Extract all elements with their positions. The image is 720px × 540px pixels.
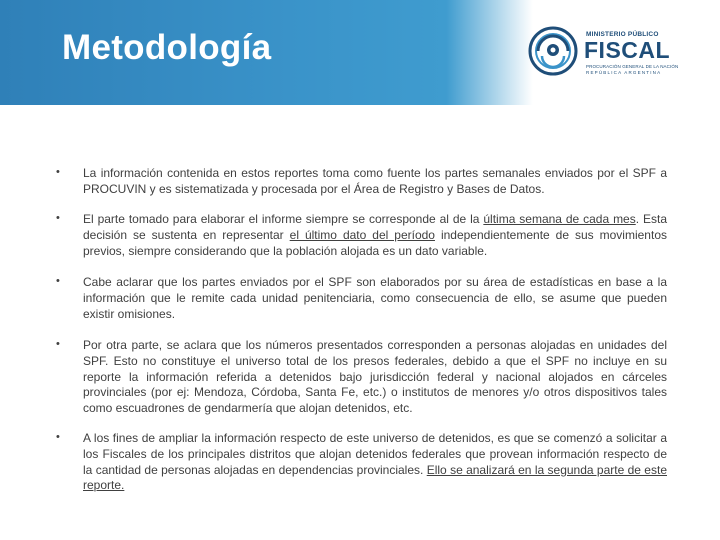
text-segment: independientemente de sus movimientos previos, siempre considerando que la población alojada es un dato variable. xyxy=(83,227,667,258)
logo-procuracion: PROCURACIÓN GENERAL DE LA NACIÓN xyxy=(586,64,679,69)
page-title: Metodología xyxy=(62,28,272,67)
underlined-text: última semana de cada mes xyxy=(483,212,636,226)
text-segment: El parte tomado para elaborar el informe siempre se corresponde al de la xyxy=(83,212,484,226)
bullet-text xyxy=(83,212,667,259)
bullet-icon: • xyxy=(56,338,60,350)
bullet-text: La información contenida en estos reportes toma como fuente los partes semanales enviados por el SPF a PROCUVIN y es sistematizada y procesada por el Área de Registro y Bases de Datos. xyxy=(83,166,667,196)
text-segment: . Esta decisión se sustenta en representar xyxy=(83,212,667,242)
bullet-text: Por otra parte, se aclara que los números presentados corresponden a personas alojadas en unidades del SPF. Esto no constituye el universo total de los presos federales, debido a que el SPF no incluye en su reporte la información referida a detenidos bajo jurisdicción federal y nacional alojados en cárceles provinciales (por ej: Mendoza, Córdoba, Santa Fe, etc.) o institutos de menores y/o otros dispositivos tales como escuadrones de gendarmería que alojan detenidos, etc. xyxy=(83,338,667,416)
bullet-icon: • xyxy=(56,166,60,178)
bullet-icon: • xyxy=(56,212,60,224)
fiscal-emblem-icon xyxy=(528,26,578,76)
underlined-text: el último dato del período xyxy=(289,227,435,242)
logo-ministerio-publico: MINISTERIO PÚBLICO xyxy=(586,31,659,38)
logo-republica: REPÚBLICA ARGENTINA xyxy=(586,70,662,75)
bullet-icon: • xyxy=(56,431,60,443)
fiscal-logo xyxy=(528,26,679,80)
bullet-text xyxy=(83,431,667,494)
bullet-icon: • xyxy=(56,275,60,287)
text-segment: A los fines de ampliar la información respecto de este universo de detenidos, es que se comenzó a solicitar a los Fiscales de los principales distritos que alojan detenidos federales que provean información respecto de la cantidad de personas alojadas en dependencias provinciales. xyxy=(83,431,667,477)
underlined-text: Ello se analizará en la segunda parte de este reporte. xyxy=(83,462,667,493)
bullet-text: Cabe aclarar que los partes enviados por el SPF son elaborados por su área de estadísticas en base a la información que le remite cada unidad penitenciaria, como consecuencia de ello, se asume que pueden existir omisiones. xyxy=(83,275,667,321)
logo-fiscal: FISCAL xyxy=(584,37,671,63)
